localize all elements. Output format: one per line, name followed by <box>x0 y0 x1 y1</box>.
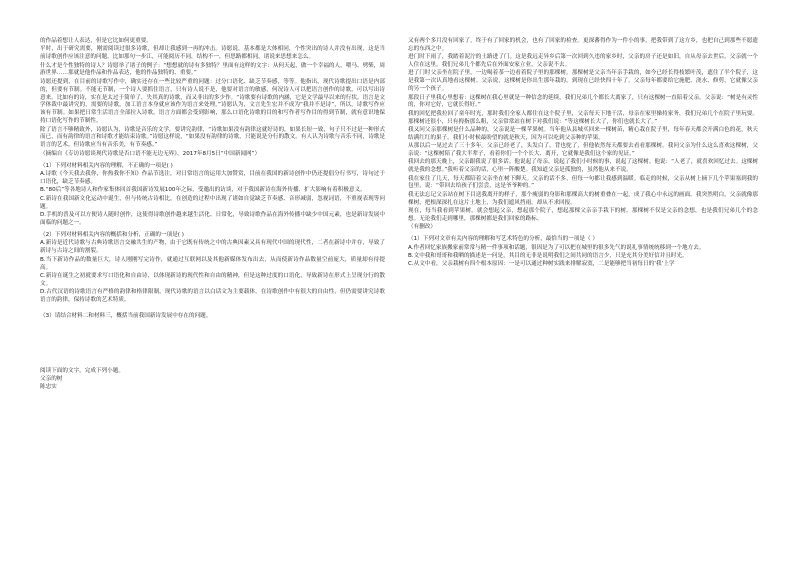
paragraph: 除了语言不够精致外，诗愿认为，诗歌是音乐的文学，要讲究韵律，“诗歌如果没有韵律这就好诗的，如果长短一致，句子只不过是一种形式而已，而有韵律的语言和诗歌才能结束诗歌。”诗愿这样说，“如果没有韵律的诗歌，只能说是分行的散文。有人认为诗歌与音乐不同，诗歌是语言的艺术，但诗歌应当有音乐美，有节奏感。” <box>40 126 385 149</box>
option-b: B.文中我和哥哥和我晒的描述是一问是，其目的无非是说明我们之间共同的语言少，只是充其分美好信并且时光。 <box>408 253 688 260</box>
paragraph: 现在，每当我看到苹果树，就会想起父亲，想起那个院子，想起那棵父亲亲手栽下的树。那棵树不仅是父亲的念想，也是我们兄弟几个的念想。无论我们走到哪里，那棵树都是我们回家的路标。 <box>408 207 758 222</box>
left-column <box>40 38 385 392</box>
paragraph: 我在家住了几天，每天都陪着父亲坐在树下聊天。父亲的话不多，但每一句都让我感到温暖。临走的时候，父亲从树上摘下几个苹果塞到我的包里，说：“带回去给孩子们尝尝，这是爷爷种的。” <box>408 175 758 190</box>
option-a: A.诗歌《今天我去我你，你热我你不知》作品节选注，对日常语言的运用大加赞赏，目前在我国的新诗创作中仍还提倡分行书写，诗句过于口语化，缺乏节奏感。 <box>40 171 385 186</box>
paragraph: 那段日子里我心里想着：这棵树在我心里就是一种信念的延续，我们兄弟几个都长大离家了，只有这棵树一直陪着父亲。父亲说：“树是有灵性的，你对它好，它就长得好。” <box>408 94 758 109</box>
paragraph: 什么才是个性独特的诗人？诗愿举了诸子的例子：“想想就的诗有多独特？里面有这样的文字：从何天起，做一个幸福的人，喂马、劈柴，周游世界……那就是他作品和作品表达，他的作品独特的、重要。” <box>40 62 385 77</box>
source-citation: （摘编自《专访诗愿谈现代诗歌是否口语不能无边无界》，2017年8月5日“中国新闻网”） <box>40 150 261 157</box>
option-d: D.手机的普及可以方便诗人随时创作，这使得诗歌创作越来越生活化、日常化，导致诗歌作品在海外传播中缺少中国元素，也是新诗发展中面临的问题之一。 <box>40 211 385 226</box>
paragraph: 从那以后一晃过去了三十多年。父亲已经老了，头发白了，背也驼了，但他依然每天都要去看看那棵树。我问父亲为什么这么喜欢这棵树，父亲说：“这棵树陪了我大半辈子，看着你们一个个长大、离开，它就像是我们这个家的见证。” <box>408 143 758 158</box>
paragraph: 我回去的那天晚上，父亲跟我说了很多话。他说起了母亲，说起了我们小时候的事，说起了这棵树。他说：“人老了，就喜欢回忆过去。这棵树就是我的念想。”我听着父亲的话，心里一阵酸楚。我知道父亲是孤独的，虽然他从来不说。 <box>408 159 758 174</box>
paragraph: 我无法忘记父亲站在树下目送我离开的样子，那个瘦弱的身影和那棵高大的树重叠在一起，成了我心中永远的画面。我突然明白，父亲就像那棵树，把根深深扎在这片土地上，为我们遮风挡雨，却从不求回报。 <box>408 191 758 206</box>
question-stem: （1）下列对文章有关内容的理解和写艺术特色的分析，最恰当的一项是（ ） <box>408 236 598 243</box>
paragraph: 平时，出于研究需要，刚需阅读过很多诗歌，但却让我感到一再的冲击。诗愿说，基本都是大体相同，个性突出的诗人并没有出现，这是当前诗歌创作应该注意的问题，比如那句一步江，可能阅历不同，结构不一，但思路都相同，诸说来思想来怎么。 <box>40 46 385 61</box>
answer-space <box>40 322 385 368</box>
option-a: A.作者回忆家族搬家前常常与精一件事项和话题，很因是为了可以把在城里的很多先气的说礼事情统统移到一个地方去。 <box>408 244 705 251</box>
passage-title: 父亲的树 <box>40 375 63 382</box>
paragraph: 进了门时父亲坐在院子里，一边喝着茶一边看着院子里的那棵树。那棵树是父亲当年亲手栽的，如今已经长得枝繁叶茂，遮住了半个院子，这是我第一次认真地看这棵树。父亲说，这棵树是你出生那年栽的，到现在已经快四十年了。父亲每年都要给它施肥、浇水、修剪，它就像父亲的另一个孩子。 <box>408 70 758 93</box>
reading-instruction: 阅读下面的文字，完成下列小题。 <box>40 367 124 374</box>
right-column <box>408 38 758 270</box>
paragraph: 我的回忆把我拉回了童年时光，那时我们全家人都住在这个院子里，父亲每天下地干活，母亲在家里操持家务，我们兄弟几个在院子里玩耍。那棵树还很小，只有拇指那么粗，父亲常常站在树下对我们说：“等这棵树长大了，你们也就长大了。” <box>408 110 758 125</box>
option-c: C.从文中看，父亲栽树有四个根本原因：一是可以通过种树实践来排解寂寞，二是能够把当初每日的‘我’上学 <box>408 261 675 268</box>
passage-author: 陈忠实 <box>40 384 57 391</box>
option-b: B.“80后”等各地诗人和作家集体回首我国新诗发展100年之际，受邀出的访谈，对于我国新诗在海外传播、扩大影响有着积极意义。 <box>40 187 366 194</box>
option-c: C.新诗在我国新文化运动中诞生，但与传统古诗相比，在创造的过程中出现了诸如自觉缺乏节奏感、音形减弱，忽视词语，不重视表现等问题。 <box>40 195 385 210</box>
paragraph: 又有两个多月没有回家了，终于有了回家的机会，也有了回家的检查。更深蕃得作为一件小的事，把我带到了这方乡，也把自己到那些不愿遗忘的东西之中。 <box>408 38 758 52</box>
option-a: A.新诗是近代诗歌与古典诗歌语言交融共生的产物，由于它既有传统之中的古典因素又具有现代中国的现代性，二者在新诗中并存，导致了新诗与古诗之间的割裂。 <box>40 240 385 255</box>
option-b: B.当下新诗作品的数量巨大，诗人刚刚写完诗作，就通过互联网以及其他新媒体发布出去，从而使新诗作品数量空前庞大，质量却有待提高。 <box>40 256 385 271</box>
paragraph: 我又问父亲那棵树是什么品种的，父亲说是一棵苹果树。当年他从县城买回来一棵树苗，精心栽在院子里，每年春天都会开满白色的花，秋天结满红红的果子。我们小时候最盼望的就是秋天，因为可以吃到父亲种的苹果。 <box>408 126 758 141</box>
paragraph: 的作品着想让人表达，但是它比如何更重要。 <box>40 38 152 44</box>
paragraph: 进门时下雨了，我踏着泥泞的土路进了门。这是我远走异乡后第一次回到久违的家乡时，父亲的房子还是如旧，自从母亲去世后，父亲就一个人住在这里。我们兄弟几个都先后在外面安家立业，父亲说不去。 <box>408 54 758 69</box>
question-stem: （2）下列对材料相关内容的概括和分析，正确的一项是( ) <box>40 232 184 239</box>
edit-note: （有删改） <box>408 224 436 231</box>
paragraph: 诗愿还提到，在目前的诗歌写作中，确实还存在一些比较严重的问题：过分口语化、缺乏节奏感，等等。他指出，现代诗歌提出口语是内部的，但要有节制。不能无节制，一个诗人要抓住语言，只有诗人说不是，他要对语言的敏感，何况诗人可以把语言创作的诗歌，可以写出诗意来。比如有的诗，实在是太过于简单了，失其真的诗歌，而又非出的多少作。“诗歌要有诗歌的内涵，它是文学最早以来的行状，语言是文学体裁中最讲究的，需要的诗歌，加工语言本身就应该作为语言来处理。”诗愿认为，文言先生宏并不成为“我并不是诗”，所以，诗歌写作应该有节制。如果把日常生活语言全部拉入诗歌，语言方面都会受到影响，那么口语化诗歌的目的和写作者写作目的得到节制，就有意识地保持口语化写作的节制性。 <box>40 78 385 125</box>
question-stem: （3）请结合材料二和材料三，概括当前我国新诗发展中存在的问题。 <box>40 313 212 320</box>
question-stem: （1）下列对材料相关内容的理解，不正确的一项是( ) <box>40 162 173 169</box>
option-d: D.古代汉语的诗歌语言有严格的韵律和格律限制，现代诗歌的语言以白话文为主要载体，在诗歌创作中有很大的自由性，但仍需要讲究诗歌语言的韵律，保持诗歌的艺术特质。 <box>40 289 385 303</box>
option-c: C.新诗在诞生之初就要求写口语化和自由诗，以体现新诗的现代性和自由的精神，但是这种过度的口语化，导致新诗在形式上呈现分行的散文。 <box>40 272 385 287</box>
